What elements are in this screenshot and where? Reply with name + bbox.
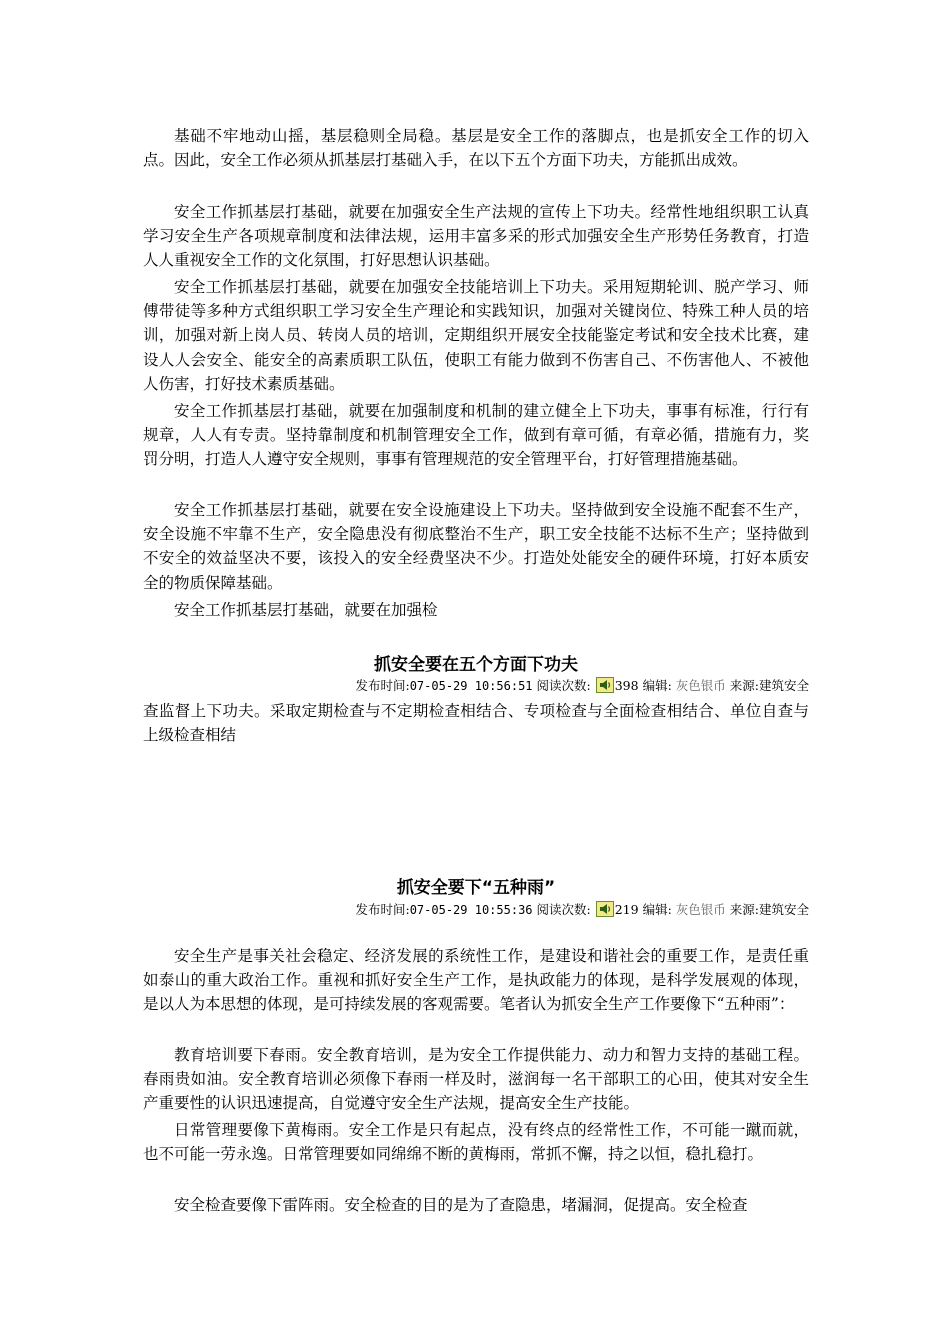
publish-time: 07-05-29 10:56:51 <box>409 679 533 693</box>
paragraph: 日常管理要像下黄梅雨。安全工作是只有起点，没有终点的经常性工作，不可能一蹴而就，也不可能一劳永逸。日常管理要如同绵绵不断的黄梅雨，常抓不懈，持之以恒，稳扎稳打。 <box>143 1121 809 1164</box>
source-label: 来源: <box>729 902 759 917</box>
paragraph: 安全检查要像下雷阵雨。安全检查的目的是为了查隐患，堵漏洞，促提高。安全检查 <box>174 1196 748 1214</box>
publish-time: 07-05-29 10:55:36 <box>409 903 533 917</box>
read-count: 398 <box>614 678 639 693</box>
editor-label: 编辑: <box>642 902 672 917</box>
read-count-label: 阅读次数: <box>536 678 591 693</box>
article-title: 抓安全要下“五种雨” <box>396 878 556 898</box>
article-title: 抓安全要在五个方面下功夫 <box>374 655 578 675</box>
article-meta <box>143 901 809 919</box>
paragraph: 安全生产是事关社会稳定、经济发展的系统性工作，是建设和谐社会的重要工作，是责任重如泰山的重大政治工作。重视和抓好安全生产工作，是执政能力的体现，是科学发展观的体现，是以人为本思想的体现，是可持续发展的客观需要。笔者认为抓安全生产工作要像下“五种雨”： <box>143 947 809 1014</box>
editor-label: 编辑: <box>642 678 672 693</box>
speaker-icon <box>596 677 614 693</box>
editor-name: 灰色银币 <box>675 678 726 693</box>
publish-time-label: 发布时间: <box>355 902 410 917</box>
paragraph: 安全工作抓基层打基础，就要在加强安全生产法规的宣传上下功夫。经常性地组织职工认真学习安全生产各项规章制度和法律法规，运用丰富多采的形式加强安全生产形势任务教育，打造人人重视安全工作的文化氛围，打好思想认识基础。 <box>143 203 809 270</box>
speaker-icon <box>596 901 614 917</box>
source-name: 建筑安全 <box>758 678 809 693</box>
paragraph: 查监督上下功夫。采取定期检查与不定期检查相结合、专项检查与全面检查相结合、单位自查与上级检查相结 <box>143 702 809 745</box>
paragraph: 安全工作抓基层打基础，就要在加强检 <box>174 601 438 619</box>
paragraph: 安全工作抓基层打基础，就要在安全设施建设上下功夫。坚持做到安全设施不配套不生产，安全设施不牢靠不生产，安全隐患没有彻底整治不生产，职工安全技能不达标不生产；坚持做到不安全的效益坚决不要，该投入的安全经费坚决不少。打造处处能安全的硬件环境，打好本质安全的物质保障基础。 <box>143 501 809 592</box>
source-name: 建筑安全 <box>758 902 809 917</box>
paragraph: 基础不牢地动山摇，基层稳则全局稳。基层是安全工作的落脚点，也是抓安全工作的切入点。因此，安全工作必须从抓基层打基础入手，在以下五个方面下功夫，方能抓出成效。 <box>143 127 809 170</box>
article-meta <box>143 677 809 695</box>
publish-time-label: 发布时间: <box>355 678 410 693</box>
paragraph: 安全工作抓基层打基础，就要在加强制度和机制的建立健全上下功夫，事事有标准，行行有规章，人人有专责。坚持靠制度和机制管理安全工作，做到有章可循，有章必循，措施有力，奖罚分明，打造人人遵守安全规则，事事有管理规范的安全管理平台，打好管理措施基础。 <box>143 402 809 469</box>
source-label: 来源: <box>729 678 759 693</box>
paragraph: 安全工作抓基层打基础，就要在加强安全技能培训上下功夫。采用短期轮训、脱产学习、师傅带徒等多种方式组织职工学习安全生产理论和实践知识，加强对关键岗位、特殊工种人员的培训，加强对新上岗人员、转岗人员的培训，定期组织开展安全技能鉴定考试和安全技术比赛，建设人人会安全、能安全的高素质职工队伍，使职工有能力做到不伤害自己、不伤害他人、不被他人伤害，打好技术素质基础。 <box>143 278 809 393</box>
read-count: 219 <box>614 902 639 917</box>
paragraph: 教育培训要下春雨。安全教育培训，是为安全工作提供能力、动力和智力支持的基础工程。春雨贵如油。安全教育培训必须像下春雨一样及时，滋润每一名干部职工的心田，使其对安全生产重要性的认识迅速提高，自觉遵守安全生产法规，提高安全生产技能。 <box>143 1046 809 1113</box>
editor-name: 灰色银币 <box>675 902 726 917</box>
read-count-label: 阅读次数: <box>536 902 591 917</box>
